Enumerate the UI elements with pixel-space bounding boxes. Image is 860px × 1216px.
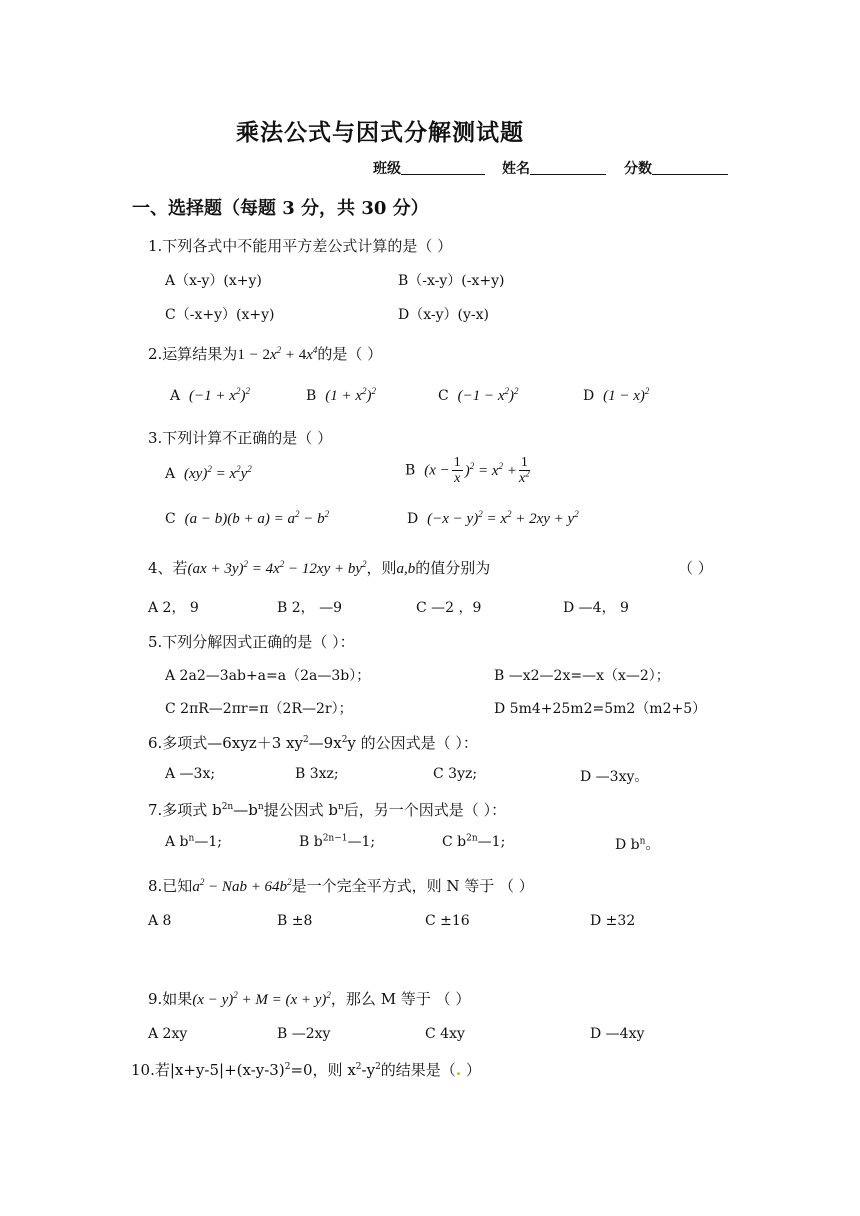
q10-stem-3: -y xyxy=(361,1061,376,1079)
q2-option-b: B $(1 + x^2)^2$ xyxy=(306,386,376,404)
score-field xyxy=(624,158,728,178)
q4-option-d: D —4， 9 xyxy=(563,600,629,616)
q7-a-pre: A b xyxy=(165,834,189,850)
q4-stem-post: 的值分别为 xyxy=(415,559,491,577)
q1-option-c: C（-x+y）(x+y) xyxy=(165,307,275,323)
score-label: 分数 xyxy=(624,161,652,177)
q2-stem xyxy=(148,343,382,364)
q6-sup-1: 2 xyxy=(302,735,309,745)
q9-option-a: A 2xy xyxy=(148,1026,188,1042)
q10-stem xyxy=(131,1059,481,1080)
q7-option-c xyxy=(442,834,505,850)
q7-b-sup: 2n−1 xyxy=(322,833,348,844)
q4-option-b: B 2， —9 xyxy=(277,600,343,616)
q5-stem: 5.下列分解因式正确的是（ ）： xyxy=(148,633,355,651)
class-field xyxy=(373,158,485,178)
q7-option-a xyxy=(165,834,222,850)
q5-option-b: B —x2—2x=—x（x—2）； xyxy=(494,668,670,684)
q3-option-b: B (x − $\frac{1}{x}$ )$^2 = x^2$ + $\frac{1}{x^2}$ xyxy=(405,455,530,486)
q7-stem-4: 后，另一个因式是（ ）： xyxy=(343,801,507,819)
q2-stem-post: 的是（ ） xyxy=(317,345,383,363)
q7-stem-2: —b xyxy=(233,801,258,819)
class-blank[interactable] xyxy=(401,160,485,175)
q6-sup-2: 2 xyxy=(341,735,348,745)
q6-stem-2: —9x xyxy=(308,734,342,752)
page-title: 乘法公式与因式分解测试题 xyxy=(236,119,524,146)
q7-d-pre: D b xyxy=(615,837,640,853)
name-label: 姓名 xyxy=(502,161,530,177)
q9-stem-pre: 9.如果 xyxy=(148,990,193,1008)
q9-option-b: B —2xy xyxy=(277,1026,331,1042)
q6-option-a: A —3x; xyxy=(165,766,216,782)
q6-option-d: D —3xy。 xyxy=(580,769,649,785)
q8-option-c: C ±16 xyxy=(425,913,470,929)
q10-stem-5: ） xyxy=(461,1061,481,1079)
q2-b-label: B xyxy=(306,388,317,404)
q10-answer-dot: . xyxy=(455,1061,462,1079)
q6-option-b: B 3xz; xyxy=(295,766,339,782)
q7-sup-2: n xyxy=(257,802,264,812)
q2-d-label: D xyxy=(583,388,595,404)
q6-stem xyxy=(148,732,478,753)
q9-stem xyxy=(148,988,470,1009)
q10-sup-3: 2 xyxy=(375,1062,381,1072)
q2-option-a: A $(-1 + x^2)^2$ xyxy=(170,386,250,404)
q8-stem-post: 是一个完全平方式，则 N 等于 （ ） xyxy=(291,877,534,895)
q3-option-c: C $(a - b)(b + a) = a^2 - b^2$ xyxy=(165,509,330,527)
q7-option-b xyxy=(299,834,375,850)
q3-option-a: A $(xy)^2 = x^2y^2$ xyxy=(165,464,252,482)
q3-b-label: B xyxy=(405,462,416,479)
name-field xyxy=(502,158,606,178)
q7-c-pre: C b xyxy=(442,834,467,850)
q2-formula: $1 - 2x^2 + 4x^4$ xyxy=(237,345,318,363)
q9-stem-post: ，那么 M 等于 （ ） xyxy=(330,990,471,1008)
q2-option-c: C $(-1 - x^2)^2$ xyxy=(438,386,519,404)
q10-sup-2: 2 xyxy=(355,1062,362,1072)
q4-stem xyxy=(148,557,490,578)
q7-option-d xyxy=(615,834,659,854)
q4-stem-mid: ，则 xyxy=(366,559,397,577)
q9-option-d: D —4xy xyxy=(590,1026,645,1042)
q3-stem: 3.下列计算不正确的是（ ） xyxy=(148,429,333,447)
q9-option-c: C 4xy xyxy=(425,1026,465,1042)
q4-stem-pre: 4、若 xyxy=(148,559,188,577)
q10-stem-1: 10.若|x+y-5|+(x-y-3) xyxy=(131,1061,285,1079)
q8-stem-pre: 8.已知 xyxy=(148,877,193,895)
q4-option-a: A 2， 9 xyxy=(148,600,199,616)
q9-formula: $(x - y)^2 + M = (x + y)^2$ xyxy=(192,990,331,1008)
q7-b-post: —1; xyxy=(347,834,376,850)
score-blank[interactable] xyxy=(652,160,728,175)
q7-sup-3: n xyxy=(338,802,344,812)
q1-stem: 1.下列各式中不能用平方差公式计算的是（ ） xyxy=(148,237,453,255)
q7-d-post: 。 xyxy=(645,837,660,853)
q2-c-label: C xyxy=(438,388,449,404)
q6-stem-1: 6.多项式—6xyz＋3 xy xyxy=(148,734,303,752)
q4-option-c: C —2 ，9 xyxy=(416,600,482,616)
q8-stem xyxy=(148,875,534,896)
q7-c-post: —1; xyxy=(477,834,506,850)
q6-stem-3: y 的公因式是（ ）： xyxy=(347,734,478,752)
q3-b-frac2: $\frac{1}{x^2}$ xyxy=(519,455,530,486)
q5-option-a: A 2a2—3ab+a=a（2a—3b）； xyxy=(165,668,371,684)
q8-option-d: D ±32 xyxy=(590,913,636,929)
q5-option-c: C 2πR—2πr=π（2R—2r）； xyxy=(165,701,353,717)
q8-formula: $a^2$ − Nab + $64b^2$ xyxy=(192,877,292,895)
q1-option-a: A（x-y）(x+y) xyxy=(165,273,262,289)
q8-option-a: A 8 xyxy=(148,913,172,929)
q7-d-sup: n xyxy=(639,836,646,847)
q10-stem-2: =0，则 x xyxy=(290,1061,356,1079)
class-label: 班级 xyxy=(373,161,401,177)
q10-sup-1: 2 xyxy=(284,1062,291,1072)
q8-option-b: B ±8 xyxy=(277,913,313,929)
q10-stem-4: 的结果是（ xyxy=(380,1061,456,1079)
q6-option-c: C 3yz; xyxy=(433,766,478,782)
q1-option-d: D（x-y）(y-x) xyxy=(398,307,489,323)
q2-option-d: D $(1 - x)^2$ xyxy=(583,386,650,404)
q2-stem-pre: 2.运算结果为 xyxy=(148,345,238,363)
q7-a-sup: n xyxy=(188,833,195,844)
q3-option-d: D $(-x - y)^2 = x^2 + 2xy + y^2$ xyxy=(407,509,579,527)
q4-formula: $(ax + 3y)^2 = 4x^2 - 12xy + by^2$ xyxy=(187,559,367,577)
name-blank[interactable] xyxy=(530,160,606,175)
q7-c-sup: 2n xyxy=(466,833,478,844)
q1-option-b: B（-x-y）(-x+y) xyxy=(398,273,505,289)
q3-b-frac1: $\frac{1}{x}$ xyxy=(453,455,461,486)
q7-sup-1: 2n xyxy=(221,802,234,812)
q2-a-label: A xyxy=(170,388,181,404)
q5-option-d: D 5m4+25m2=5m2（m2+5） xyxy=(494,701,707,717)
q3-c-label: C xyxy=(165,511,176,527)
q7-a-post: —1; xyxy=(194,834,222,850)
q7-stem-3: 提公因式 b xyxy=(263,801,338,819)
q7-stem xyxy=(148,799,506,820)
q4-answer-paren: （ ） xyxy=(678,559,713,577)
section-heading: 一、选择题（每题 3 分，共 30 分） xyxy=(132,198,429,219)
q3-a-label: A xyxy=(165,466,176,482)
q3-d-label: D xyxy=(407,511,419,527)
q7-b-pre: B b xyxy=(299,834,323,850)
q7-stem-1: 7.多项式 b xyxy=(148,801,222,819)
q4-vars: a,b xyxy=(396,561,416,577)
